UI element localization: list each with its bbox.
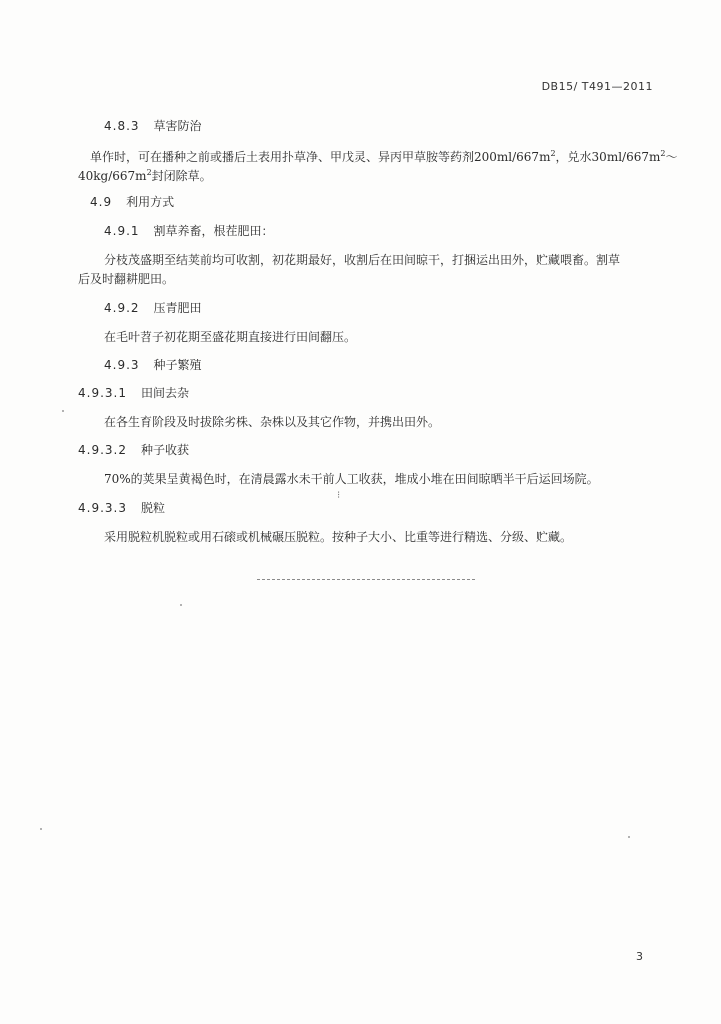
section-title: 割草养畜，根茬肥田： (153, 224, 274, 238)
section-4-8-3-heading (104, 119, 202, 133)
section-4-9-1-body-line-1: 分枝茂盛期至结荚前均可收割，初花期最好，收割后在田间晾干，打捆运出田外，贮藏喂畜。割草 (104, 253, 621, 267)
text-fragment: 单作时，可在播种之前或播后土表用扑草净、甲戊灵、异丙甲草胺等药剂200ml/667m (90, 150, 551, 164)
text-fragment: ，兑水30ml/667m (555, 150, 661, 164)
section-4-9-1-heading (104, 224, 274, 238)
section-4-8-3-body-line-2 (78, 166, 212, 183)
section-number: 4.9.3.2 (78, 443, 127, 457)
section-4-9-2-body-line-1: 在毛叶苕子初花期至盛花期直接进行田间翻压。 (104, 330, 357, 344)
section-number: 4.8.3 (104, 119, 140, 133)
section-number: 4.9.3.3 (78, 501, 127, 515)
superscript: 2 (146, 168, 152, 177)
section-title: 脱粒 (140, 501, 165, 515)
text-fragment: 40kg/667m (78, 169, 147, 183)
text-fragment: ～ (665, 150, 678, 164)
section-4-9-1-body-line-2: 后及时翻耕肥田。 (78, 272, 175, 286)
section-number: 4.9 (90, 195, 113, 209)
scan-speck (62, 410, 64, 412)
section-4-9-3-1-body-line-1: 在各生育阶段及时拔除劣株、杂株以及其它作物，并携出田外。 (104, 415, 441, 429)
superscript: 2 (550, 149, 556, 158)
section-title: 利用方式 (126, 195, 175, 209)
section-4-8-3-body-line-1 (90, 147, 677, 164)
section-4-9-3-2-heading (78, 443, 189, 457)
section-title: 草害防治 (153, 119, 202, 133)
section-4-9-3-3-heading (78, 501, 165, 515)
section-4-9-2-heading (104, 301, 202, 315)
section-number: 4.9.3.1 (78, 386, 127, 400)
section-4-9-heading (90, 195, 174, 209)
section-title: 压青肥田 (153, 301, 202, 315)
section-4-9-3-heading (104, 358, 202, 372)
section-title: 种子繁殖 (153, 358, 202, 372)
scan-speck (628, 836, 630, 838)
section-4-9-3-3-body-line-1: 采用脱粒机脱粒或用石磙或机械碾压脱粒。按种子大小、比重等进行精选、分级、贮藏。 (104, 530, 573, 544)
scan-speck (180, 604, 182, 606)
section-title: 田间去杂 (140, 386, 189, 400)
section-number: 4.9.1 (104, 224, 140, 238)
text-fragment: 封闭除草。 (151, 169, 212, 183)
scan-speck (40, 828, 42, 830)
scan-mark: ⁝ (337, 490, 341, 501)
section-4-9-3-2-body-line-1: 70%的荚果呈黄褐色时，在清晨露水未干前人工收获，堆成小堆在田间晾晒半干后运回场院。 (104, 472, 599, 486)
section-number: 4.9.3 (104, 358, 140, 372)
page-number: 3 (636, 950, 643, 963)
end-rule (257, 579, 475, 580)
superscript: 2 (660, 149, 666, 158)
section-title: 种子收获 (140, 443, 189, 457)
section-4-9-3-1-heading (78, 386, 189, 400)
section-number: 4.9.2 (104, 301, 140, 315)
document-code: DB15/ T491—2011 (541, 80, 653, 93)
